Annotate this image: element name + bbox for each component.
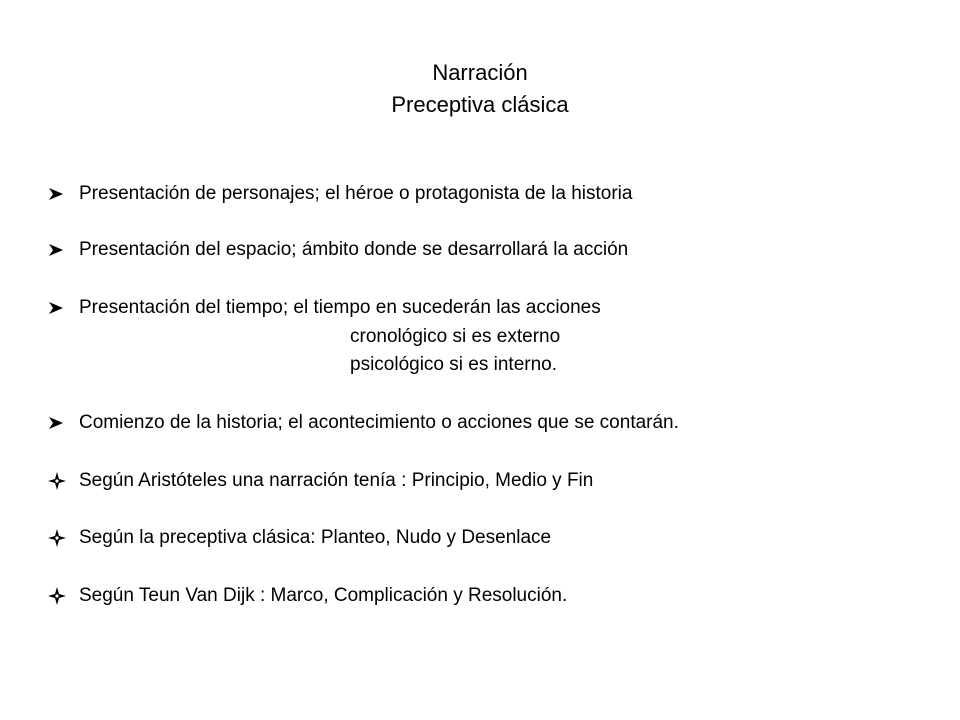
arrowhead-icon: [48, 294, 70, 322]
list-item-text: Presentación del tiempo; el tiempo en sucederán las acciones: [79, 297, 601, 318]
list-item-text: Según Teun Van Dijk : Marco, Complicación y Resolución.: [79, 585, 568, 606]
diamond-star-icon: [48, 467, 70, 495]
list-item-text: Presentación de personajes; el héroe o protagonista de la historia: [79, 183, 633, 204]
diamond-star-icon: [48, 524, 70, 552]
list-item-text: Según la preceptiva clásica: Planteo, Nudo y Desenlace: [79, 527, 552, 548]
slide-title: Narración: [432, 60, 528, 85]
arrowhead-icon: [48, 409, 70, 437]
list-subline: cronológico si es externo: [350, 326, 561, 347]
diamond-star-icon: [48, 582, 70, 610]
arrowhead-icon: [48, 236, 70, 264]
slide-subtitle: Preceptiva clásica: [391, 92, 569, 117]
arrowhead-icon: [48, 180, 70, 208]
list-item-text: Comienzo de la historia; el acontecimiento o acciones que se contarán.: [79, 412, 679, 433]
list-item-text: Presentación del espacio; ámbito donde se desarrollará la acción: [79, 239, 629, 260]
list-subline: psicológico si es interno.: [350, 354, 557, 375]
list-item-text: Según Aristóteles una narración tenía : Principio, Medio y Fin: [79, 470, 594, 491]
